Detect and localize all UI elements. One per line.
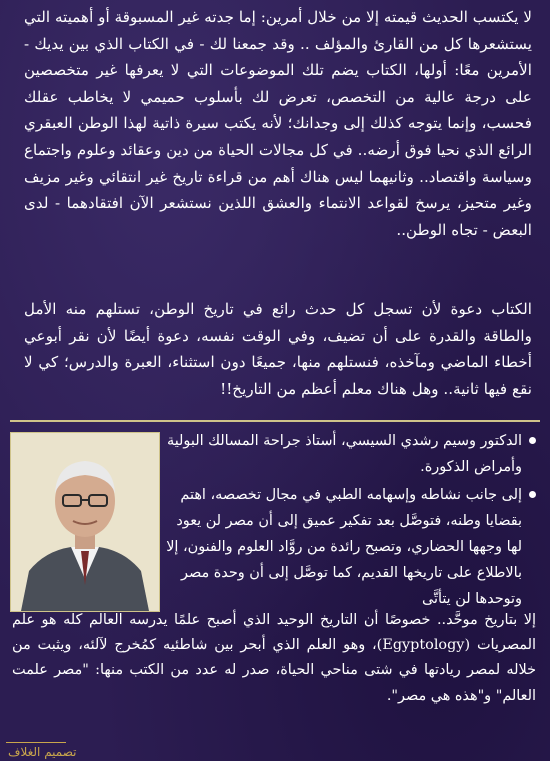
invitation-paragraph: الكتاب دعوة لأن تسجل كل حدث رائع في تاريخ الوطن، تستلهم منه الأمل والطاقة والقدرة على أن تضيف، وفي الوقت نفسه، دعوة أيضًا لأن نقر أبوعي أخطاء الماضي ومآخذه، فنستلهم منها، جميعًا دون استثناء، العبرة والدرس؛ كي لا نقع فيها ثانية.. وهل هناك معلم أعظم من التاريخ!! <box>24 300 532 398</box>
author-bio-text: الدكتور وسيم رشدي السيسي، أستاذ جراحة المسالك البولية وأمراض الذكورة. <box>166 433 522 475</box>
cover-design-credit: تصميم الغلاف <box>8 745 77 759</box>
author-photo <box>10 432 160 612</box>
section-divider <box>10 420 540 422</box>
author-portrait-icon <box>11 433 159 611</box>
author-bio-item <box>166 482 536 612</box>
bullet-icon <box>529 437 536 444</box>
intro-paragraph: لا يكتسب الحديث قيمته إلا من خلال أمرين: إما جدته غير المسبوقة أو أهميته التي يستشعرها كل من القارئ والمؤلف .. وقد جمعنا لك - في الكتاب الذي بين يديك - الأمرين معًا: أولها، الكتاب يضم تلك الموضوعات التي لا يعرفها غير متخصصين على درجة عالية من التخصص، تعرض لك بأسلوب حميمي لا يخاطب عقلك فحسب، وإنما يتوجه كذلك إلى وجدانك؛ لأنه يكتب سيرة ذاتية لهذا الوطن العبقري الرائع الذي نحيا فوق أرضه.. في كل مجالات الحياة من دين وعقائد وعلوم واجتماع وسياسة واقتصاد.. وثانيهما ليس هناك أهم من قراءة تاريخ غير انتقائي وغير مزيف وغير متحيز، يرسخ لقواعد الانتماء والعشق اللذين نستشعر الآن افتقادهما - لدى البعض - تجاه الوطن.. <box>24 8 532 239</box>
author-bio-item <box>166 428 536 480</box>
credit-divider <box>6 742 66 743</box>
author-bio-list <box>166 428 536 614</box>
author-bio-text: إلى جانب نشاطه وإسهامه الطبي في مجال تخصصه، اهتم بقضايا وطنه، فتوصَّل بعد تفكير عميق إلى أن مصر لن يعود لها وجهها الحضاري، وتصبح رائدة من روَّاد العلوم والفنون، إلا بالاطلاع على تاريخها القديم، كما توصَّل إلى أن وحدة مصر وتوحدها لن يتأتَّى <box>166 487 522 607</box>
author-bio-continuation: إلا بتاريخ موحَّد.. خصوصًا أن التاريخ الوحيد الذي أصبح علمًا يدرسه العالم كله هو علم المصريات (Egyptology)، وهو العلم الذي أبحر بين شاطئيه كمُخرج لآلئه، ويثبت من خلاله لمصر ريادتها في شتى مناحي الحياة، صدر له عدد من الكتب منها: "مصر علمت العالم" و"هذه هي مصر". <box>12 612 537 704</box>
bullet-icon <box>529 491 536 498</box>
